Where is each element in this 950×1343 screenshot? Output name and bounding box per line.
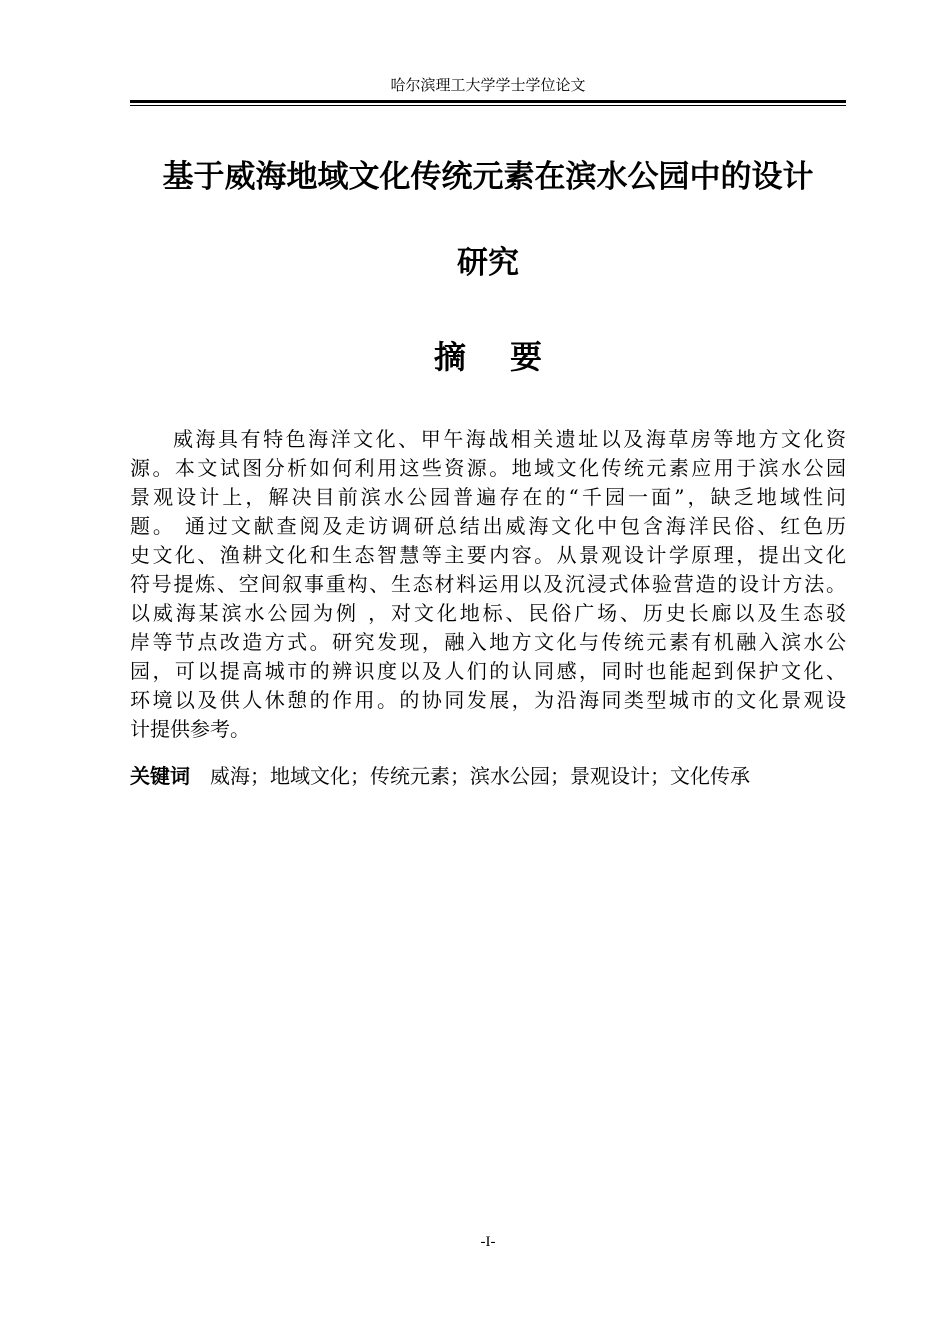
abstract-line: 景观设计上，解决目前滨水公园普遍存在的“千园一面”，缺乏地域性问 <box>130 485 846 509</box>
paper-title-line-2: 研究 <box>457 245 519 281</box>
keywords-label: 关键词 <box>130 764 190 788</box>
paper-title-line-1: 基于威海地域文化传统元素在滨水公园中的设计 <box>162 159 814 195</box>
abstract-line: 符号提炼、空间叙事重构、生态材料运用以及沉浸式体验营造的设计方法。 <box>130 572 846 596</box>
abstract-line: 题。 通过文献查阅及走访调研总结出威海文化中包含海洋民俗、红色历 <box>130 514 846 538</box>
keywords <box>130 762 846 791</box>
abstract-line: 环境以及供人休憩的作用。的协同发展，为沿海同类型城市的文化景观设 <box>130 688 846 712</box>
running-header: 哈尔滨理工大学学士学位论文 <box>390 76 586 94</box>
abstract-line: 威海具有特色海洋文化、甲午海战相关遗址以及海草房等地方文化资 <box>173 427 846 451</box>
header-rule-thin <box>130 105 846 106</box>
abstract-heading: 摘要 <box>433 338 586 376</box>
abstract-line: 以威海某滨水公园为例 ，对文化地标、民俗广场、历史长廊以及生态驳 <box>130 601 846 625</box>
header-rule <box>130 100 846 107</box>
abstract-line: 源。本文试图分析如何利用这些资源。地域文化传统元素应用于滨水公园 <box>130 456 846 480</box>
abstract-line: 计提供参考。 <box>130 717 250 741</box>
header-rule-thick <box>130 100 846 103</box>
abstract-line: 岸等节点改造方式。研究发现，融入地方文化与传统元素有机融入滨水公 <box>130 630 846 654</box>
abstract-line: 园，可以提高城市的辨识度以及人们的认同感，同时也能起到保护文化、 <box>130 659 846 683</box>
abstract-body <box>130 425 846 744</box>
page-number: -I- <box>480 1234 496 1250</box>
keywords-list: 威海；地域文化；传统元素；滨水公园；景观设计；文化传承 <box>210 764 750 788</box>
abstract-line: 史文化、渔耕文化和生态智慧等主要内容。从景观设计学原理，提出文化 <box>130 543 846 567</box>
